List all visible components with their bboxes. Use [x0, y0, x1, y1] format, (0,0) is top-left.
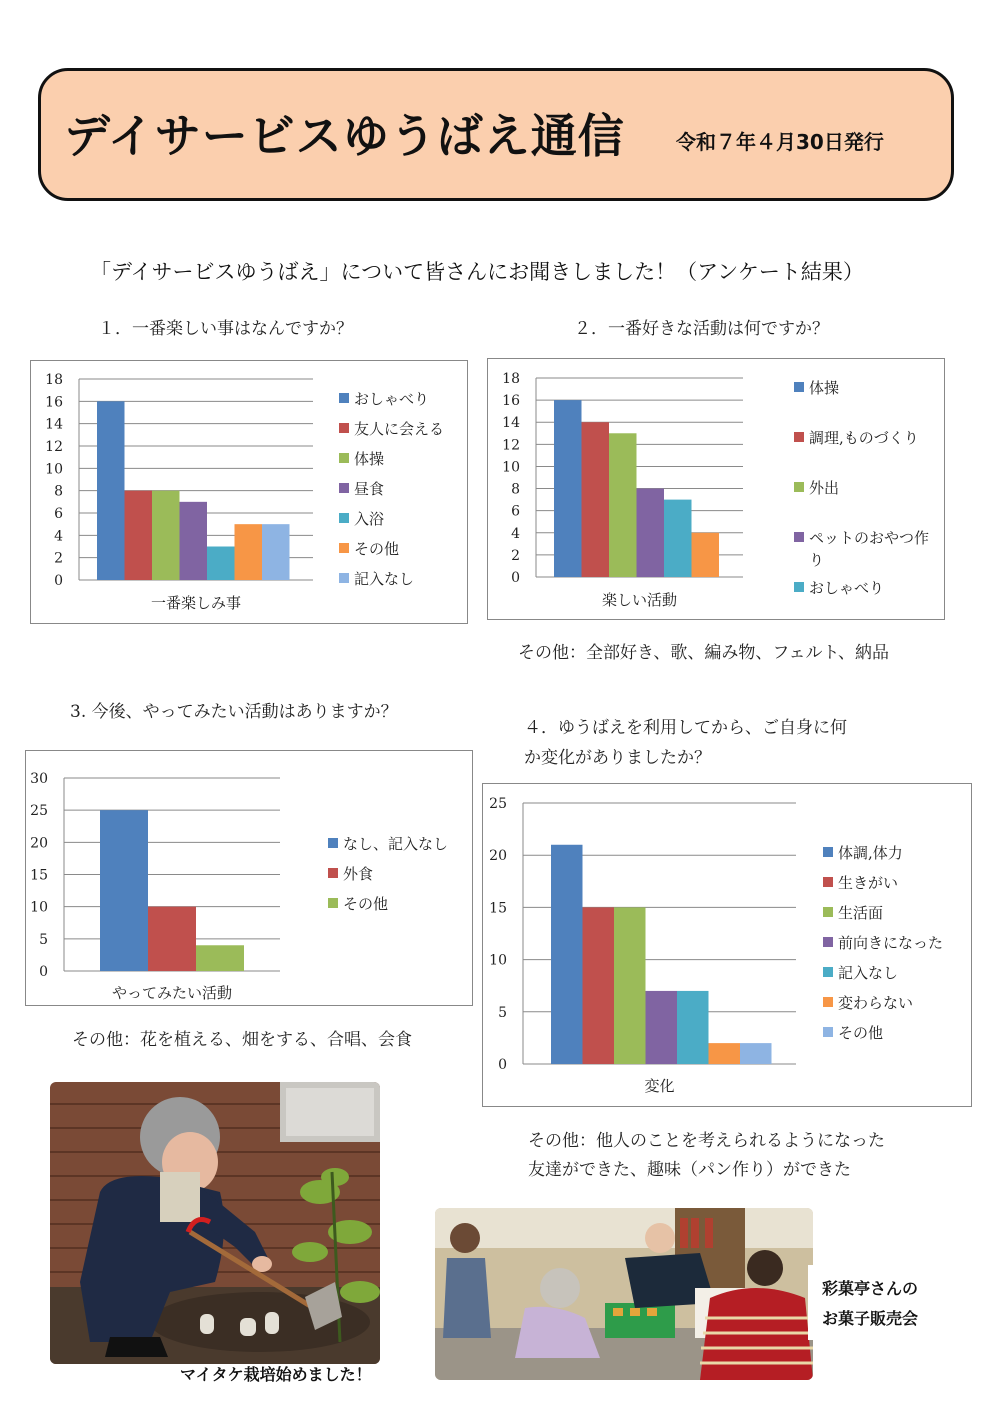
- legend-swatch: [339, 543, 349, 553]
- y-tick-label: 18: [502, 371, 520, 387]
- y-tick-label: 2: [54, 550, 63, 567]
- y-tick-label: 12: [45, 439, 63, 455]
- legend-label: 外出: [809, 479, 840, 497]
- bar: [97, 401, 125, 580]
- x-axis-label: 楽しい活動: [601, 591, 678, 609]
- y-tick-label: 20: [489, 848, 507, 865]
- x-axis-label: 変化: [644, 1077, 675, 1095]
- y-tick-label: 14: [502, 415, 520, 432]
- y-tick-label: 4: [54, 528, 63, 545]
- bar: [551, 845, 583, 1064]
- issue-date: 令和７年４月30日発行: [676, 130, 884, 154]
- y-tick-label: 0: [511, 570, 520, 586]
- bar: [196, 945, 244, 971]
- legend-swatch: [339, 423, 349, 433]
- bar: [583, 907, 615, 1064]
- legend-swatch: [794, 432, 804, 442]
- legend-label: おしゃべり: [354, 390, 430, 408]
- bar: [740, 1043, 772, 1064]
- legend-swatch: [339, 393, 349, 403]
- bar: [614, 907, 646, 1064]
- legend-label: 変わらない: [838, 994, 914, 1012]
- y-tick-label: 10: [30, 899, 48, 916]
- legend-label: 昼食: [354, 480, 385, 498]
- chart-3: [26, 751, 471, 1004]
- y-tick-label: 16: [45, 394, 63, 411]
- newsletter-title: デイサービスゆうばえ通信: [64, 109, 625, 163]
- photo-2-caption-line1: 彩菓亭さんの: [822, 1279, 919, 1298]
- bar: [262, 524, 290, 580]
- y-tick-label: 0: [54, 573, 63, 589]
- legend-swatch: [794, 582, 804, 592]
- legend-label: 記入なし: [838, 964, 899, 982]
- y-tick-label: 15: [30, 867, 48, 884]
- legend-label: その他: [343, 895, 389, 913]
- photo-snack-sale: [435, 1208, 813, 1380]
- y-tick-label: 14: [45, 416, 63, 433]
- bar: [152, 491, 180, 580]
- y-tick-label: 30: [30, 771, 48, 787]
- y-tick-label: 0: [498, 1057, 507, 1073]
- q4-other-note-line1: その他：他人のことを考えられるようになった: [528, 1131, 885, 1151]
- y-tick-label: 15: [489, 900, 507, 917]
- bar: [100, 810, 148, 971]
- q3-other-note: その他：花を植える、畑をする、合唱、会食: [72, 1030, 412, 1050]
- legend-swatch: [328, 838, 338, 848]
- chart-3-frame: [25, 750, 473, 1006]
- y-tick-label: 5: [39, 931, 48, 948]
- chart-4: [483, 784, 970, 1105]
- bar: [637, 489, 665, 577]
- y-tick-label: 6: [511, 503, 520, 520]
- chart-2-frame: [487, 358, 945, 620]
- legend-label: その他: [354, 540, 400, 558]
- legend-label: 外食: [343, 865, 374, 883]
- legend-label: 生活面: [838, 904, 884, 922]
- bar: [677, 991, 709, 1064]
- legend-label: ペットのおやつ作り: [809, 529, 930, 569]
- y-tick-label: 6: [54, 506, 63, 522]
- legend-swatch: [823, 1027, 833, 1037]
- legend-label: 前向きになった: [838, 934, 944, 952]
- legend-swatch: [328, 868, 338, 878]
- legend-swatch: [794, 482, 804, 492]
- y-tick-label: 20: [30, 835, 48, 852]
- legend-label: なし、記入なし: [343, 835, 449, 853]
- y-tick-label: 12: [502, 437, 520, 454]
- question-4-line2: か変化がありましたか？: [524, 748, 711, 768]
- legend-label: 体調,体力: [838, 844, 903, 862]
- y-tick-label: 25: [30, 803, 48, 820]
- legend-swatch: [823, 937, 833, 947]
- chart-1-frame: [30, 360, 468, 624]
- y-tick-label: 10: [489, 952, 507, 969]
- legend-swatch: [823, 877, 833, 887]
- x-axis-label: 一番楽しみ事: [150, 594, 242, 612]
- q2-other-note: その他：全部好き、歌、編み物、フェルト、納品: [518, 643, 889, 663]
- y-tick-label: 10: [45, 461, 63, 478]
- legend-label: 体操: [809, 379, 840, 397]
- snack-sale-photo-illustration: [435, 1208, 813, 1380]
- question-4-line1: ４．ゆうばえを利用してから、ご自身に何: [524, 718, 847, 738]
- y-tick-label: 4: [511, 525, 520, 542]
- survey-intro: 「デイサービスゆうばえ」について皆さんにお聞きしました！（アンケート結果）: [90, 260, 864, 284]
- bar: [582, 422, 610, 577]
- bar: [609, 433, 637, 577]
- bar: [180, 502, 208, 580]
- legend-label: 友人に会える: [354, 420, 445, 438]
- bar: [709, 1043, 741, 1064]
- photo-1-caption: マイタケ栽培始めました！: [180, 1365, 372, 1384]
- bar: [235, 524, 263, 580]
- y-tick-label: 16: [502, 393, 520, 410]
- bar: [554, 400, 582, 577]
- y-tick-label: 25: [489, 796, 507, 812]
- y-tick-label: 0: [39, 964, 48, 980]
- legend-swatch: [339, 573, 349, 583]
- legend-label: その他: [838, 1024, 884, 1042]
- legend-label: 体操: [354, 450, 385, 468]
- bar: [664, 500, 692, 577]
- legend-swatch: [339, 513, 349, 523]
- legend-swatch: [339, 453, 349, 463]
- question-2: ２．一番好きな活動は何ですか？: [574, 319, 829, 339]
- y-tick-label: 8: [54, 483, 63, 500]
- chart-2: [488, 359, 943, 618]
- photo-gardening: [50, 1082, 380, 1364]
- chart-1: [31, 361, 466, 622]
- legend-label: 入浴: [354, 510, 385, 528]
- legend-label: 生きがい: [838, 874, 899, 892]
- chart-4-frame: [482, 783, 972, 1107]
- legend-label: おしゃべり: [809, 579, 885, 597]
- question-1: １．一番楽しい事はなんですか？: [98, 319, 353, 339]
- legend-swatch: [328, 898, 338, 908]
- legend-swatch: [823, 847, 833, 857]
- question-3: 3. 今後、やってみたい活動はありますか？: [70, 702, 398, 722]
- legend-swatch: [794, 532, 804, 542]
- bar: [148, 907, 196, 971]
- q4-other-note-line2: 友達ができた、趣味（パン作り）ができた: [528, 1160, 851, 1180]
- y-tick-label: 18: [45, 372, 63, 388]
- bar: [125, 491, 153, 580]
- bar: [692, 533, 720, 577]
- y-tick-label: 5: [498, 1004, 507, 1021]
- y-tick-label: 8: [511, 481, 520, 498]
- y-tick-label: 2: [511, 547, 520, 564]
- bar: [646, 991, 678, 1064]
- gardening-photo-illustration: [50, 1082, 380, 1364]
- legend-swatch: [823, 997, 833, 1007]
- legend-label: 調理,ものづくり: [809, 429, 919, 447]
- y-tick-label: 10: [502, 459, 520, 476]
- bar: [207, 547, 235, 581]
- legend-label: 記入なし: [354, 570, 415, 588]
- legend-swatch: [823, 907, 833, 917]
- photo-2-caption-line2: お菓子販売会: [822, 1309, 919, 1328]
- legend-swatch: [823, 967, 833, 977]
- legend-swatch: [339, 483, 349, 493]
- legend-swatch: [794, 382, 804, 392]
- x-axis-label: やってみたい活動: [111, 984, 233, 1002]
